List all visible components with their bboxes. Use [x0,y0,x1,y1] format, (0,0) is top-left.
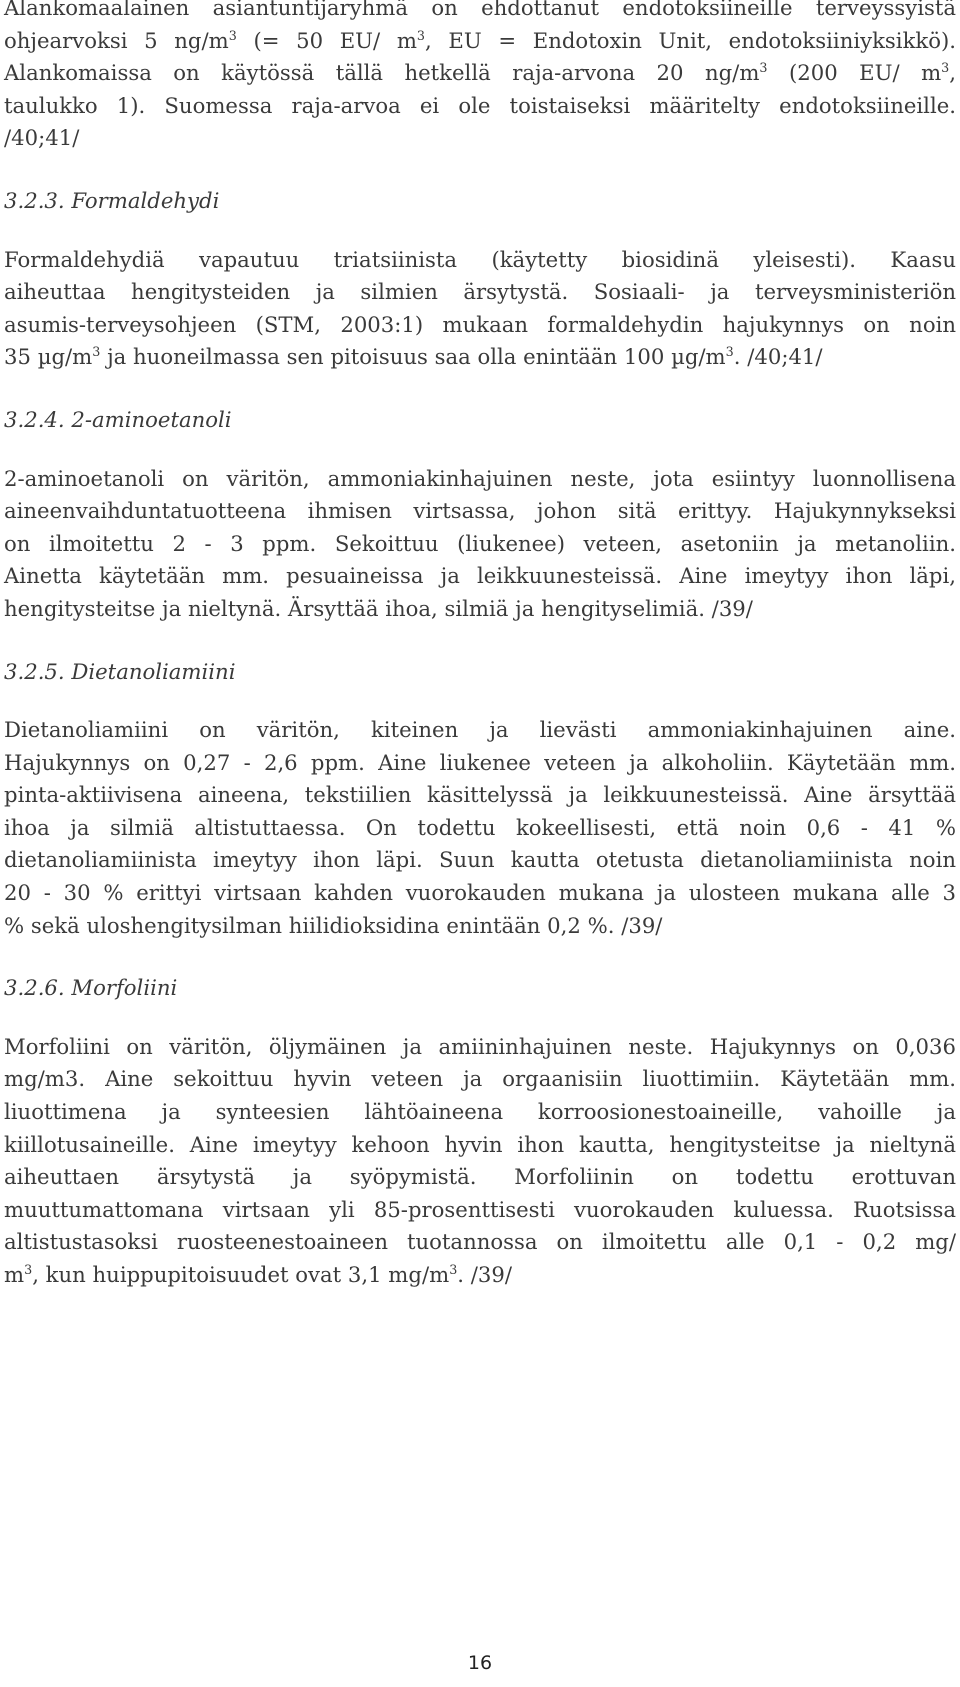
document-page [4,0,956,1292]
text-line: /40;41/ [4,125,80,151]
text-line: on ilmoitettu 2 - 3 ppm. Sekoittuu (liukenee) veteen, asetoniin ja metanoliin. [4,530,956,556]
aminoetanoli-paragraph [4,463,956,626]
text-line: dietanoliamiinista imeytyy ihon läpi. Suun kautta otetusta dietanoliamiinista noin [4,847,956,873]
text-line: muuttumattomana virtsaan yli 85-prosenttisesti vuorokauden kuluessa. Ruotsissa [4,1196,956,1222]
text-line: asumis-terveysohjeen (STM, 2003:1) mukaan formaldehydin hajukynnys on noin [4,311,956,337]
morfoliini-paragraph [4,1031,956,1292]
text-line: Formaldehydiä vapautuu triatsiinista (käytetty biosidinä yleisesti). Kaasu [4,246,956,272]
text-line: 35 $\mu g/m^3$ ja huoneilmassa sen pitoisuus saa olla enintään 100 $\mu g/m^3$. /40;41/ [4,344,823,370]
text-line: aineenvaihduntatuotteena ihmisen virtsassa, johon sitä erittyy. Hajukynnykseksi [4,498,956,524]
text-line: % sekä uloshengitysilman hiilidioksidina enintään 0,2 %. /39/ [4,912,663,938]
text-line: aiheuttaa hengitysteiden ja silmien ärsytystä. Sosiaali- ja terveysministeriön [4,279,956,305]
section-heading-dietanoliamiini: 3.2.5. Dietanoliamiini [4,658,236,684]
text-line: 2-aminoetanoli on väritön, ammoniakinhajuinen neste, jota esiintyy luonnollisena [4,465,956,491]
intro-paragraph [4,0,956,155]
text-line: Morfoliini on väritön, öljymäinen ja amiininhajuinen neste. Hajukynnys on 0,036 [4,1033,956,1059]
section-heading-aminoetanoli: 3.2.4. 2-aminoetanoli [4,406,232,432]
dietanoliamiini-paragraph [4,714,956,942]
text-line: Alankomaissa on käytössä tällä hetkellä raja-arvona 20 $ng/m^3$ (200 EU/ $m^3$, [4,60,956,86]
text-line: Alankomaalainen asiantuntijaryhmä on ehdottanut endotoksiineille terveyssyistä [4,0,956,20]
text-line: liuottimena ja synteesien lähtöaineena korroosionestoaineille, vahoille ja [4,1099,956,1125]
text-line: ihoa ja silmiä altistuttaessa. On todettu kokeellisesti, että noin 0,6 - 41 % [4,814,956,840]
text-line: pinta-aktiivisena aineena, tekstiilien käsittelyssä ja leikkuunesteissä. Aine ärsyttää [4,782,956,808]
text-line: $m^3$, kun huippupitoisuudet ovat 3,1 $mg/m^3$. /39/ [4,1261,512,1287]
text-line: Dietanoliamiini on väritön, kiteinen ja lievästi ammoniakinhajuinen aine. [4,717,956,743]
text-line: aiheuttaen ärsytystä ja syöpymistä. Morfoliinin on todettu erottuvan [4,1164,956,1190]
text-line: mg/m3. Aine sekoittuu hyvin veteen ja orgaanisiin liuottimiin. Käytetään mm. [4,1066,956,1092]
text-line: taulukko 1). Suomessa raja-arvoa ei ole toistaiseksi määritelty endotoksiineille. [4,92,956,118]
section-heading-formaldehydi: 3.2.3. Formaldehydi [4,187,220,213]
page-number: 16 [467,1652,493,1674]
text-line: hengitysteitse ja nieltynä. Ärsyttää ihoa, silmiä ja hengityselimiä. /39/ [4,595,753,621]
section-heading-morfoliini: 3.2.6. Morfoliini [4,975,178,1001]
formaldehydi-paragraph [4,244,956,374]
text-line: Hajukynnys on 0,27 - 2,6 ppm. Aine liukenee veteen ja alkoholiin. Käytetään mm. [4,749,956,775]
text-line: 20 - 30 % erittyi virtsaan kahden vuorokauden mukana ja ulosteen mukana alle 3 [4,880,956,906]
text-line: kiillotusaineille. Aine imeytyy kehoon hyvin ihon kautta, hengitysteitse ja nieltynä [4,1131,956,1157]
text-line: altistustasoksi ruosteenestoaineen tuotannossa on ilmoitettu alle 0,1 - 0,2 mg/ [4,1229,956,1255]
text-line: Ainetta käytetään mm. pesuaineissa ja leikkuunesteissä. Aine imeytyy ihon läpi, [4,563,956,589]
text-line: ohjearvoksi 5 $ng/m^3$ (= 50 EU/ $m^3$, EU = Endotoxin Unit, endotoksiiniyksikkö). [4,27,957,53]
